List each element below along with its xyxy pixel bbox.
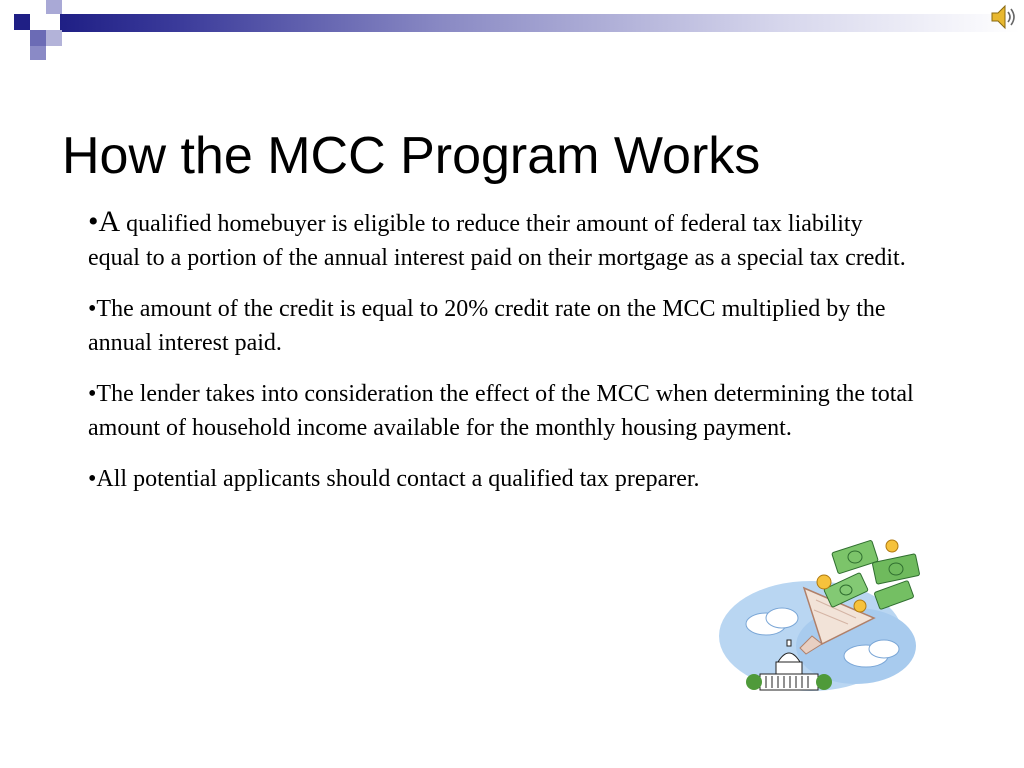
bullet-item bbox=[88, 462, 918, 496]
money-funnel-illustration bbox=[716, 536, 938, 698]
bullet-lead: •A bbox=[88, 205, 121, 238]
header-square-dark bbox=[14, 14, 30, 30]
header-square-mid bbox=[30, 30, 46, 46]
bullet-list bbox=[88, 205, 918, 513]
header-gradient-bar bbox=[60, 14, 1020, 32]
header-square-light bbox=[46, 30, 62, 46]
slide-title: How the MCC Program Works bbox=[62, 127, 761, 185]
bullet-text: •The amount of the credit is equal to 20% credit rate on the MCC multiplied by the annual interest paid. bbox=[88, 296, 886, 356]
speaker-icon[interactable] bbox=[988, 2, 1018, 32]
bullet-text: qualified homebuyer is eligible to reduce their amount of federal tax liability equal to a portion of the annual interest paid on their mortgage as a special tax credit. bbox=[88, 211, 906, 271]
bullet-item bbox=[88, 205, 918, 275]
bullet-text: •All potential applicants should contact a qualified tax preparer. bbox=[88, 466, 700, 492]
bullet-item bbox=[88, 292, 918, 360]
header-square-light bbox=[46, 0, 62, 14]
header-square-mid bbox=[30, 46, 46, 60]
bullet-item bbox=[88, 377, 918, 445]
bullet-text: •The lender takes into consideration the effect of the MCC when determining the total amount of household income available for the monthly housing payment. bbox=[88, 381, 914, 441]
